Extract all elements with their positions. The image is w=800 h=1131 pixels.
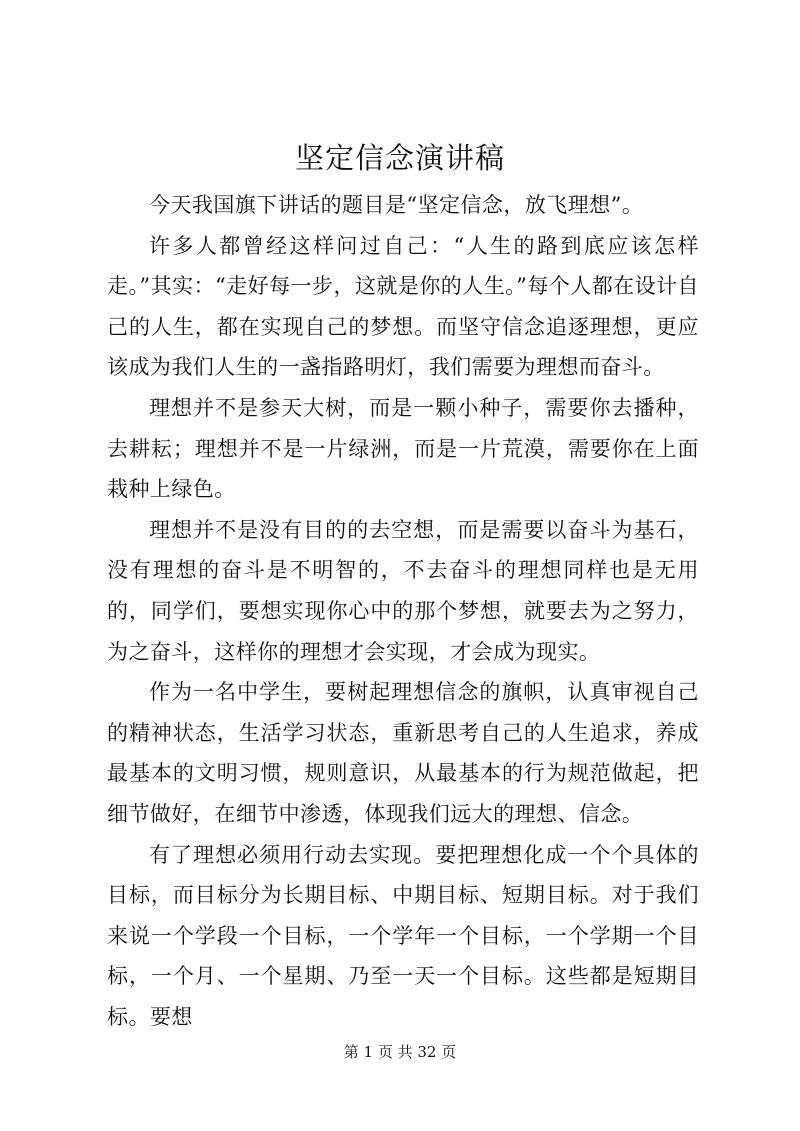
paragraph: 有了理想必须用行动去实现。要把理想化成一个个具体的目标，而目标分为长期目标、中期目标、短期目标。对于我们来说一个学段一个目标，一个学年一个目标，一个学期一个目标，一个月、一个星期、乃至一天一个目标。这些都是短期目标。要想: [107, 842, 699, 1029]
paragraph: 理想并不是参天大树，而是一颗小种子，需要你去播种，去耕耘；理想并不是一片绿洲，而是一片荒漠，需要你在上面栽种上绿色。: [107, 395, 699, 502]
document-title: 坚定信念演讲稿: [294, 141, 505, 175]
page-number-footer: 第 1 页 共 32 页: [343, 1043, 457, 1061]
paragraph: 今天我国旗下讲话的题目是“坚定信念，放飞理想”。: [149, 193, 644, 217]
paragraph: 作为一名中学生，要树起理想信念的旗帜，认真审视自己的精神状态，生活学习状态，重新思考自己的人生追求，养成最基本的文明习惯，规则意识，从最基本的行为规范做起，把细节做好，在细节中渗透，体现我们远大的理想、信念。: [107, 680, 699, 826]
document-body: [107, 185, 699, 1037]
paragraph: 理想并不是没有目的的去空想，而是需要以奋斗为基石，没有理想的奋斗是不明智的，不去奋斗的理想同样也是无用的，同学们，要想实现你心中的那个梦想，就要去为之努力，为之奋斗，这样你的理想才会实现，才会成为现实。: [107, 517, 699, 664]
paragraph: 许多人都曾经这样问过自己：“人生的路到底应该怎样走。”其实：“走好每一步，这就是你的人生。”每个人都在设计自己的人生，都在实现自己的梦想。而坚守信念追逐理想，更应该成为我们人生的一盏指路明灯，我们需要为理想而奋斗。: [107, 233, 699, 380]
